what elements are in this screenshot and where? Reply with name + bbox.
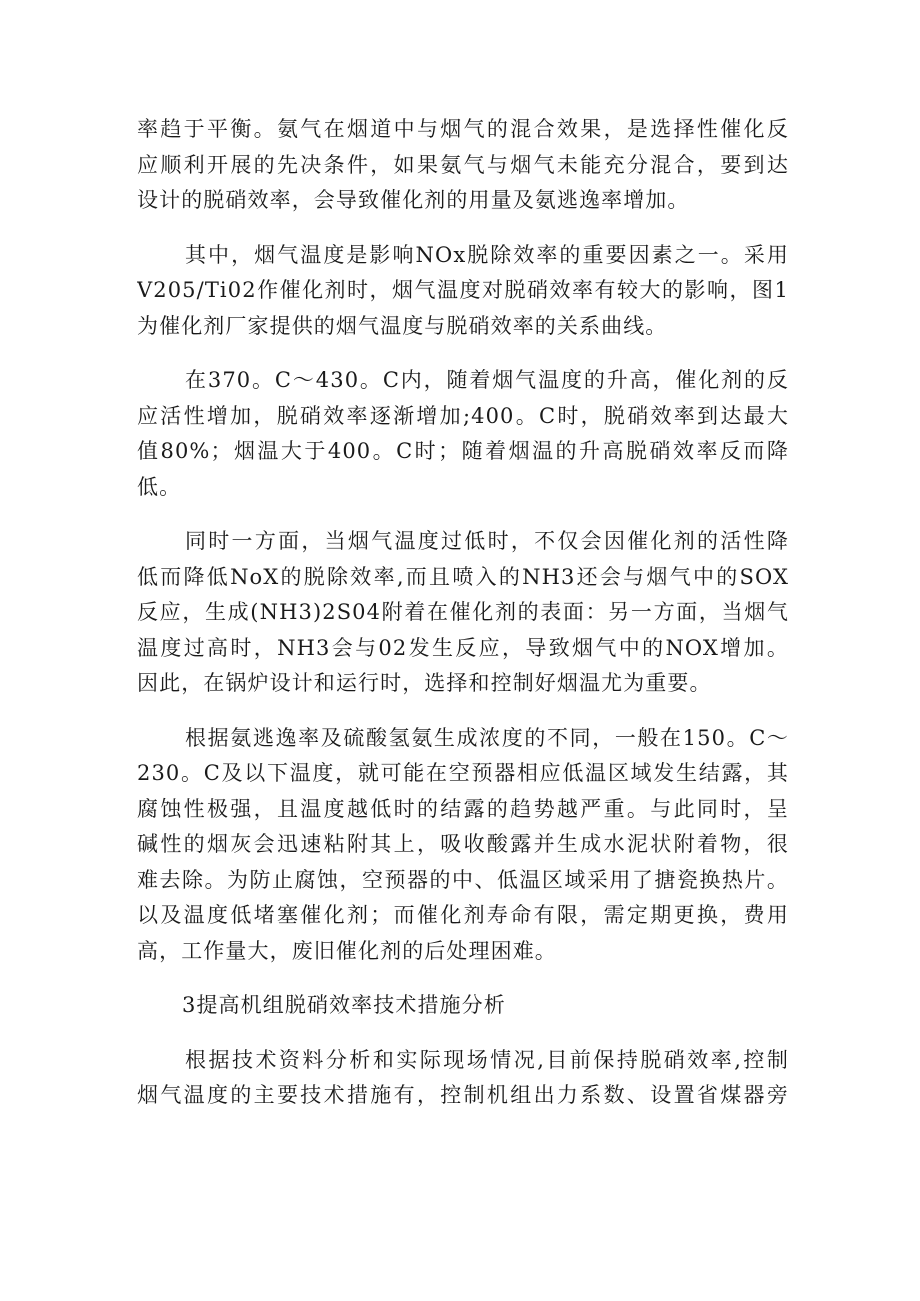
text-line: 应活性增加，脱硝效率逐渐增加;400。C时，脱硝效率到达最大	[137, 403, 789, 428]
paragraph-6	[137, 1043, 789, 1114]
text-line: 值80%；烟温大于400。C时；随着烟温的升高脱硝效率反而降	[137, 439, 789, 463]
document-body	[137, 112, 789, 1114]
paragraph-2	[137, 238, 789, 345]
text-line: V205/Ti02作催化剂时，烟气温度对脱硝效率有较大的影响，图1	[137, 278, 789, 302]
paragraph-3	[137, 363, 789, 505]
text-line: 腐蚀性极强，且温度越低时的结露的趋势越严重。与此同时，呈	[137, 796, 789, 821]
text-line: 同时一方面，当烟气温度过低时，不仅会因催化剂的活性降	[185, 529, 789, 553]
text-line: 根据技术资料分析和实际现场情况,目前保持脱硝效率,控制	[185, 1047, 789, 1072]
text-line: 温度过高时，NH3会与02发生反应，导致烟气中的NOX增加。	[137, 635, 789, 660]
text-line: 其中，烟气温度是影响NOx脱除效率的重要因素之一。采用	[185, 242, 789, 267]
text-line: 高，工作量大，废旧催化剂的后处理困难。	[137, 938, 557, 963]
text-line: 因此，在锅炉设计和运行时，选择和控制好烟温尤为重要。	[137, 671, 712, 695]
text-line: 230。C及以下温度，就可能在空预器相应低温区域发生结露，其	[137, 761, 789, 785]
text-line: 率趋于平衡。氨气在烟道中与烟气的混合效果，是选择性催化反	[137, 117, 789, 141]
paragraph-4	[137, 524, 789, 702]
text-line: 难去除。为防止腐蚀，空预器的中、低温区域采用了搪瓷换热片。	[137, 867, 789, 892]
section-heading	[137, 988, 789, 1024]
paragraph-5	[137, 721, 789, 970]
text-line: 烟气温度的主要技术措施有，控制机组出力系数、设置省煤器旁	[137, 1083, 789, 1107]
text-line: 以及温度低堵塞催化剂；而催化剂寿命有限，需定期更换，费用	[137, 903, 789, 927]
text-line: 低而降低NoX的脱除效率,而且喷入的NH3还会与烟气中的SOX	[137, 564, 789, 589]
text-line: 为催化剂厂家提供的烟气温度与脱硝效率的关系曲线。	[137, 313, 668, 338]
paragraph-1	[137, 112, 789, 219]
text-line: 反应，生成(NH3)2S04附着在催化剂的表面：另一方面，当烟气	[137, 600, 789, 624]
section-heading-text: 3提高机组脱硝效率技术措施分析	[182, 993, 506, 1017]
text-line: 根据氨逃逸率及硫酸氢氨生成浓度的不同，一般在150。C～	[185, 725, 789, 750]
text-line: 在370。C～430。C内，随着烟气温度的升高，催化剂的反	[185, 368, 789, 392]
text-line: 设计的脱硝效率，会导致催化剂的用量及氨逃逸率增加。	[137, 188, 690, 212]
text-line: 碱性的烟灰会迅速粘附其上，吸收酸露并生成水泥状附着物，很	[137, 832, 789, 856]
text-line: 低。	[137, 474, 182, 499]
text-line: 应顺利开展的先决条件，如果氨气与烟气未能充分混合，要到达	[137, 152, 789, 177]
